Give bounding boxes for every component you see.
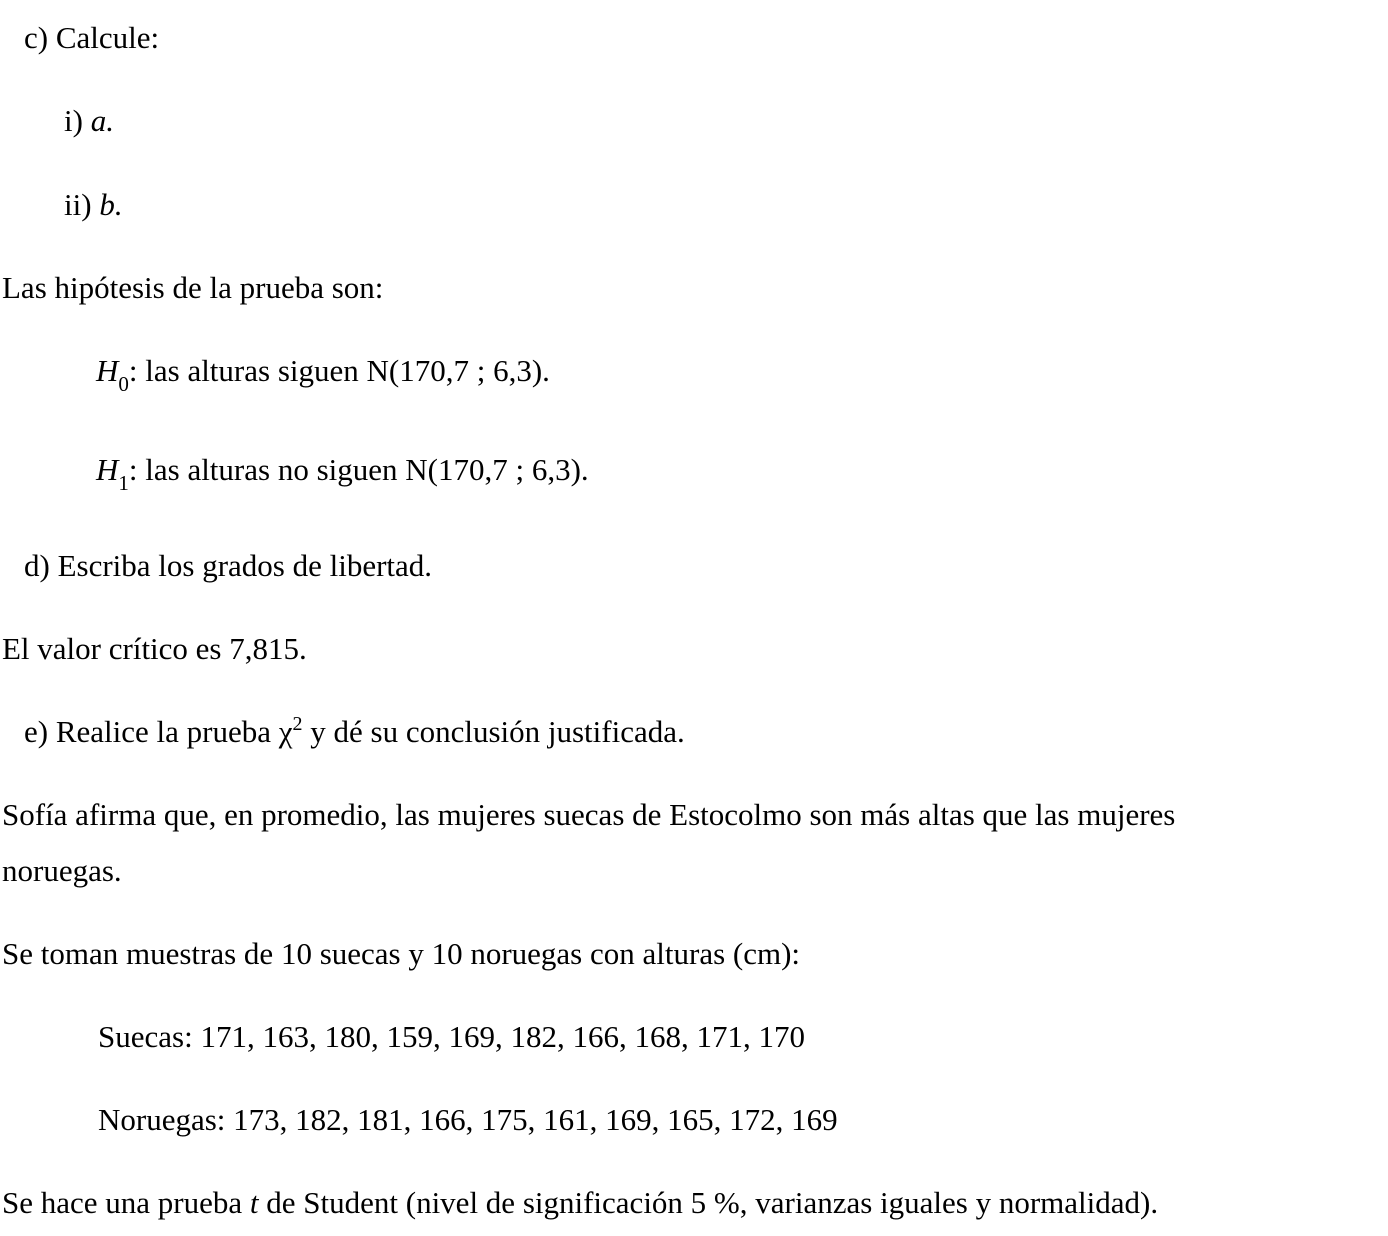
suecas-sample: Suecas: 171, 163, 180, 159, 169, 182, 166, 168, 171, 170 [98, 1019, 805, 1054]
part-c-i-number: i) [64, 103, 83, 138]
t-variable: t [249, 1185, 259, 1220]
part-c-heading: c) Calcule: [24, 20, 160, 55]
h0-text: : las alturas siguen N(170,7 ; 6,3). [128, 353, 550, 388]
null-hypothesis [96, 353, 550, 396]
sofia-claim-line-1: Sofía afirma que, en promedio, las mujeres suecas de Estocolmo son más altas que las mujeres [2, 797, 1176, 832]
part-c-ii-variable: b. [99, 187, 123, 222]
t-test-description [2, 1187, 1158, 1218]
part-c-i [64, 105, 114, 136]
t-test-text-before: Se hace una prueba [2, 1185, 250, 1220]
h1-letter: H [96, 452, 119, 487]
critical-value: El valor crítico es 7,815. [2, 631, 307, 666]
sofia-claim-line-2: noruegas. [2, 853, 122, 888]
part-c-i-variable: a. [90, 103, 114, 138]
hypotheses-intro: Las hipótesis de la prueba son: [2, 270, 384, 305]
part-d: d) Escriba los grados de libertad. [24, 548, 433, 583]
h0-subscript: 0 [118, 372, 129, 396]
h0-letter: H [96, 353, 119, 388]
samples-intro: Se toman muestras de 10 suecas y 10 noruegas con alturas (cm): [2, 936, 801, 971]
noruegas-sample: Noruegas: 173, 182, 181, 166, 175, 161, 169, 165, 172, 169 [98, 1102, 838, 1137]
alternative-hypothesis [96, 452, 589, 495]
part-c-ii-number: ii) [64, 187, 92, 222]
part-c-ii [64, 189, 123, 220]
part-e [24, 713, 685, 749]
h1-text: : las alturas no siguen N(170,7 ; 6,3). [128, 452, 589, 487]
h1-subscript: 1 [118, 471, 129, 495]
chi-square-exponent: 2 [292, 713, 303, 735]
part-e-text-after: y dé su conclusión justificada. [302, 714, 685, 749]
t-test-text-after: de Student (nivel de significación 5 %, varianzas iguales y normalidad). [258, 1185, 1159, 1220]
part-e-text-before: e) Realice la prueba χ [24, 714, 293, 749]
